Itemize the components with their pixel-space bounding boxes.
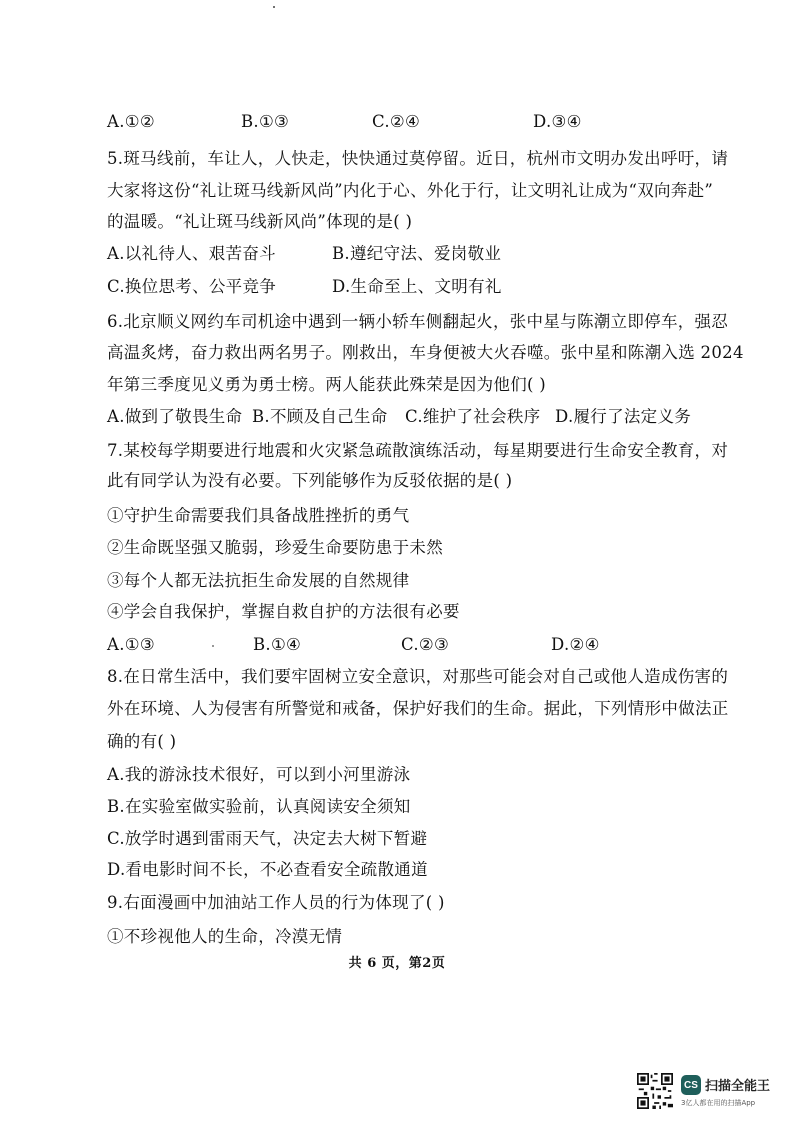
q6-option-c: C.维护了社会秩序	[405, 407, 541, 426]
q9-stem-line: 9.右面漫画中加油站工作人员的行为体现了( )	[107, 893, 445, 912]
q7-stem-line: 此有同学认为没有必要。下列能够作为反驳依据的是( )	[107, 471, 513, 490]
q4-option-a: A.①②	[107, 112, 155, 131]
scanner-watermark	[637, 1072, 787, 1112]
scanner-tagline: 3亿人都在用的扫描App	[681, 1099, 756, 1107]
q6-options	[107, 406, 734, 428]
q7-option-c: C.②③	[401, 635, 450, 654]
q8-stem-line: 8.在日常生活中，我们要牢固树立安全意识，对那些可能会对自己或他人造成伤害的	[107, 667, 729, 686]
q7-options	[107, 634, 734, 656]
q7-statement: ③每个人都无法抗拒生命发展的自然规律	[107, 571, 410, 590]
q7-stem-line: 7.某校每学期要进行地震和火灾紧急疏散演练活动，每星期要进行生命安全教育，对	[107, 441, 729, 460]
q7-statement: ①守护生命需要我们具备战胜挫折的勇气	[107, 506, 410, 525]
q4-option-b: B.①③	[241, 112, 290, 131]
q6-stem-line: 高温炙烤，奋力救出两名男子。刚救出，车身便被大火吞噬。张中星和陈潮入选 2024	[107, 343, 744, 362]
q7-option-d: D.②④	[551, 635, 600, 654]
scanner-app-name: 扫描全能王	[705, 1079, 771, 1094]
q8-stem-line: 确的有( )	[107, 732, 177, 751]
q5-option-d: D.生命至上、文明有礼	[332, 277, 502, 296]
q5-stem-line: 5.斑马线前，车让人，人快走，快快通过莫停留。近日，杭州市文明办发出呼吁，请	[107, 149, 729, 168]
q5-option-c: C.换位思考、公平竞争	[107, 277, 277, 296]
q8-stem-line: 外在环境、人为侵害有所警觉和戒备，保护好我们的生命。据此，下列情形中做法正	[107, 699, 729, 718]
q4-option-d: D.③④	[533, 112, 582, 131]
q6-stem-line: 6.北京顺义网约车司机途中遇到一辆小轿车侧翻起火，张中星与陈潮立即停车，强忍	[107, 312, 729, 331]
q7-statement: ④学会自我保护，掌握自救自护的方法很有必要	[107, 602, 460, 621]
q5-options-row	[107, 243, 734, 265]
q5-stem-line: 的温暖。“礼让斑马线新风尚”体现的是( )	[107, 212, 413, 231]
q7-option-a: A.①③	[107, 635, 155, 654]
camscanner-logo-icon: CS	[681, 1075, 701, 1095]
q6-stem-line: 年第三季度见义勇为勇士榜。两人能获此殊荣是因为他们( )	[107, 375, 547, 394]
q7-statement: ②生命既坚强又脆弱，珍爱生命要防患于未然	[107, 538, 443, 557]
q7-option-b: B.①④	[253, 635, 302, 654]
q9-statement: ①不珍视他人的生命，冷漠无情	[107, 927, 343, 946]
q5-stem-line: 大家将这份“礼让斑马线新风尚”内化于心、外化于行，让文明礼让成为“双向奔赴”	[107, 181, 714, 200]
q5-option-a: A.以礼待人、艰苦奋斗	[107, 244, 276, 263]
q6-option-a: A.做到了敬畏生命	[107, 407, 243, 426]
q8-option-d: D.看电影时间不长，不必查看安全疏散通道	[107, 860, 428, 879]
q8-option-b: B.在实验室做实验前，认真阅读安全须知	[107, 797, 411, 816]
qr-code-icon	[637, 1073, 673, 1109]
q6-option-d: D.履行了法定义务	[555, 407, 692, 426]
q8-option-a: A.我的游泳技术很好，可以到小河里游泳	[107, 765, 411, 784]
q8-option-c: C.放学时遇到雷雨天气，决定去大树下暂避	[107, 829, 428, 848]
scan-speck	[273, 6, 275, 8]
q4-option-c: C.②④	[372, 112, 421, 131]
q6-option-b: B.不顾及自己生命	[252, 407, 388, 426]
q5-options-row	[107, 276, 734, 298]
q4-options	[107, 111, 734, 133]
page-footer: 共 6 页，第2页	[348, 956, 446, 971]
q5-option-b: B.遵纪守法、爱岗敬业	[332, 244, 502, 263]
